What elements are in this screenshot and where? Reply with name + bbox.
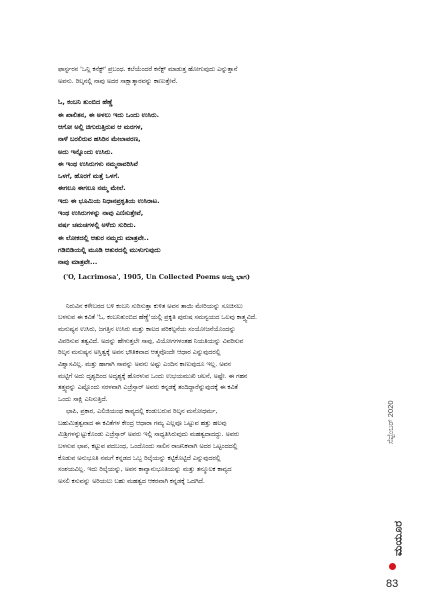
paragraph-line: ರಿಲ್ಕನ ಮನುಷ್ಯನ ಅಸ್ತಿತ್ವಕ್ಕೆ ಅವನ ಭೌತಿಕವಾದ ಆತ್ಮವೊಂದೇ ಆಧಾರ ಎನ್ನುವುದರಲ್ಲಿ: [58, 349, 221, 357]
paragraph-line: ಒಂದು ಸಾಕ್ಷಿ ಎನಿಸುತ್ತಿದೆ.: [58, 396, 108, 404]
logo-dot-icon: [389, 563, 396, 570]
article-body: [58, 64, 376, 488]
paragraph-line: ಮಿಶ್ರಿಗಳನ್ನುಟ್ಟುಕೊಂಡು ಎಜ್ರೆಸ್ಸಾರ್ ಅವರು ಇಲ್ಲಿ ಸಾಧ್ಯತಿಸಿರುವುದು ಮಹತ್ವದಾದದ್ದು. ಅವರು: [58, 431, 240, 439]
poem-line: ಇಂಥ ಉಸಿರುಗಳನ್ನು ನಾವು ಎಣಿಸುತ್ತೇವೆ,: [58, 209, 144, 218]
issue-date: ಸೆಪ್ಟೆಂಬರ್ 2020: [386, 400, 395, 444]
paragraph-line: ವಿಶ್ವಾಸವಿಲ್ಲ. ಮತ್ತು ಹಾಗಾಗಿ ಸಾವನ್ನು ಅವನು ಅಷ್ಟು ಎಂದಿನ ಕಾಣುವುದೂ ಇಲ್ಲ. ಅವನ: [58, 361, 231, 369]
paragraph-line: ಅಸಲಿ ಕಸುವನ್ನು ಅರಿಯಲು ಬಹು ಮಹತ್ವದ ಆಕರವಾಗಿ ಕನ್ನಡಕ್ಕೆ ಒದಗಿದೆ.: [58, 478, 205, 486]
poem-line: ನಾಳೆ ಬರಲಿರುವ ಹಸಿರಿನ ಮೇಲಾವರಣ,: [58, 135, 141, 144]
paragraph-line: ಸಂಶಯವಿಲ್ಲ. ಇದು ರಿಲ್ಕೆಯನ್ನು, ಅವನ ಕಾವ್ಯಾನುಭೂತಿಯನ್ನು ಮತ್ತು ತನ್ಮೂಲಕ ಕಾವ್ಯದ: [58, 466, 232, 474]
paragraph-line: ತತ್ತ್ವವನ್ನು ಎಷ್ಟೊಂದು ಸರಳವಾಗಿ ಎಜ್ರೆಸ್ಸಾರ್ ಅವರು ಕನ್ನಡಕ್ಕೆ ತಂದಿದ್ದಾರೆನ್ನುವುದಕ್ಕೆ ಈ ಕವಿತೆ: [58, 384, 238, 392]
paragraph-line: ವಿವರಿಸುವ ತತ್ವವಿದೆ. ಅದನ್ನು ಹೇಳುತ್ತಲೇ ಸಾವು, ವಿಯೋಗಗಳಂತಹ ನಿಯತಿಯನ್ನು ವಿವರಿಸುವ: [58, 337, 244, 345]
page-number: 83: [386, 578, 399, 590]
poem-line: ಅದು ಇನ್ನೊಂದು ಉಸಿರು.: [58, 147, 113, 156]
paragraph-line: ಬಳಸುವ ಈ ಕವಿತೆ 'ಓ, ಕಂಬನಿತುಂಬಿದ ಹೆಣ್ಣೆ'ಯಲ್ಲಿ ಪ್ರಕೃತಿ ಪುರುಷ ಸಮನ್ವಯದ ಒಲವು ಕಾತ್ತ್ವವಿದೆ.: [58, 314, 258, 322]
magazine-side-strip: [386, 372, 410, 582]
poem-line: ಈಗಲೂ ಈಗಲೂ ನಮ್ಮ ಮೇಲೆ.: [58, 184, 126, 193]
poem-line: ಆಗೋ ಅಲ್ಲಿ ಚಿಗುರುತ್ತಿರುವ ಆ ಮರಗಳ,: [58, 123, 143, 131]
intro-line: ಫಾರ್ಸ್ಟರನ 'ಒನ್ಲಿ ಕನೆಕ್ಟ್' ಪ್ರಬಂಧ. ಕಲೆಯೆಂದರೆ ಕನೆಕ್ಟ್ ಮಾಡುತ್ತ ಹೋಗುವುದು ಎನ್ನುತ್ತಾನೆ: [58, 66, 238, 73]
poem-line: ನಾವು ಮಾತ್ರವೇ...: [58, 258, 98, 267]
poem-line: ಈ ಇಂಥ ಉಸಿರುಗಳು ನಮ್ಮನಾವರಿಸಿವೆ: [58, 159, 138, 168]
paragraph: [58, 406, 376, 488]
paragraph-line: ನಿರುವಿನ ಕಳೇಬರದ ಬಳಿ ಕಂಬನಿ ಸುರಿಸುತ್ತಾ ಕುಳಿತ ಅವನ ತಾಯಿ ಮೇರಿಯನ್ನು ಸೂಚಿಸಲು: [66, 302, 243, 310]
intro-paragraph: [58, 64, 376, 87]
paragraph-line: ಛಾಪಿ, ಪ್ರಕಾರ, ಎಲಿಜಿಯಂಥ ಕಾವ್ಯದಲ್ಲಿ ಕಂಡುಬರುವ ರಿಲ್ಕನ ಮನೋಧರ್ಮ,: [66, 407, 218, 415]
poem: [58, 96, 376, 268]
paragraph-line: ಬಳಸುವ ಛಾಪ, ಕಟ್ಟುವ ಪದಬಂಧ, ಒಂದೊಂದು ಸಾಲಿನ ರಾಚನಿಕವಾಗಿ ಅದರ ಒಟ್ಟಂದದಲ್ಲಿ: [58, 443, 238, 450]
article-prose: [58, 301, 376, 488]
intro-line: ಅವನು. ರಿಲ್ಕನಲ್ಲಿ ನಾವು ಅದರ ಸಾಕ್ಷಾತ್ಕಾರವನ್ನು ಕಾಣುತ್ತೇವೆ.: [58, 77, 178, 85]
paragraph-line: ಬಹುಮಿತ್ರತ್ವವಾದ ಈ ಕವಿತೆಗಳ ಕೇಂದ್ರ ಆಧಾರಾ ಗಮ್ಯ ಎಲ್ಲವೂ ಒಟ್ಟುವ ಹತ್ತು ಹಲವು: [58, 419, 227, 427]
paragraph: [58, 301, 376, 406]
poem-line: ಓ, ಕಂಬನಿ ತುಂಬಿದ ಹೆಣ್ಣೆ: [58, 98, 113, 107]
poem-line: ಗಡಿಬಿಡಿಯಲ್ಲಿ ಮೂಡಿ ಆತುರದಲ್ಲಿ ಮುಳುಗುವುದು: [58, 245, 161, 254]
poem-attribution: ('O, Lacrimosa', 1905, Un Collected Poems ಅಯ್ದ ಭಾಗ): [63, 272, 250, 281]
poem-line: ಇದು ಈ ಭೂಮಿಯ ನಿಧಾನಪ್ರಕೃತಿಯ ಉಸಿರಾಟ.: [58, 196, 160, 205]
poem-line: ಒಳಗೆ, ಹೊರಗೆ ಮತ್ತೆ ಒಳಗೆ.: [58, 172, 120, 181]
poem-line: ಈ ಖಾಲಿತನ, ಈ ಅಳಲು ಇದು ಒಂದು ಉಸಿರು.: [58, 110, 160, 119]
paragraph-line: ಮನುಷ್ಯನ ಉಸಿರು, ಜಗತ್ತಿನ ಉಸಿರು ಮತ್ತು ಕಾಲದ ಪರಿಕಲ್ಪನೆಯ ಸಂಯೋಜನೆಯೊಂದನ್ನು: [58, 325, 236, 333]
magazine-logo: ಮಯೂರ: [391, 520, 405, 556]
poem-line: ಈ ಲೋಕದಲ್ಲಿ ಆತುರ ನಮ್ಮದು ಮಾತ್ರವೇ..: [58, 233, 149, 242]
paragraph-line: ಮಟ್ಟಿಗೆ ಅದು ದೃಶ್ಯದಿಂದ ಅದೃಶ್ಯಕ್ಕೆ ಹೊರಳುವ ಒಂದು ಉಭಯಮುಖಿ ಚಲನೆ, ಅಷ್ಟೇ. ಈ ಗಹನ: [58, 372, 248, 380]
paragraph-line: ಕೊಡುವ ಅನುಭೂತಿ ನಮಗೆ ಕನ್ನಡದ ಒಬ್ಬ ರಿಲ್ಕೆಯನ್ನು ಕಟ್ಟಿಕೊಟ್ಟಿದೆ ಎನ್ನುವುದರಲ್ಲಿ: [58, 454, 221, 462]
poem-line: ವರ್ಷ ಚಮಚಗಳಲ್ಲಿ ಅಳೆದು ಸುರಿದು.: [58, 221, 136, 230]
